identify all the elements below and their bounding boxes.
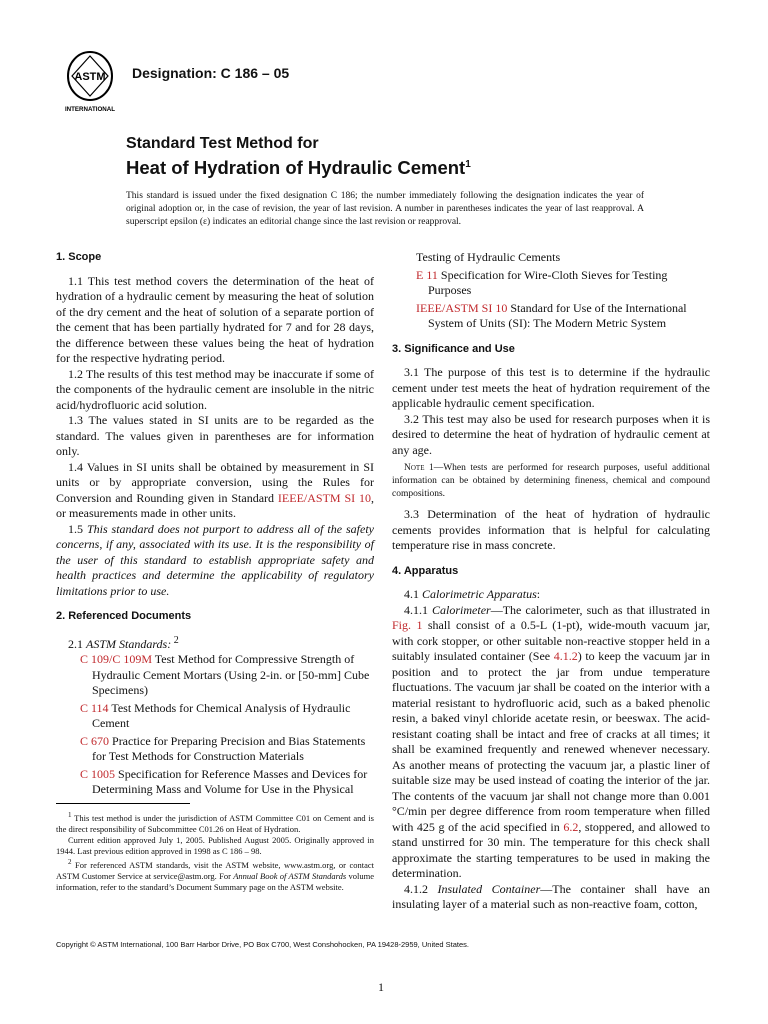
title-footnote-ref[interactable]: 1: [465, 159, 471, 170]
section-heading-apparatus: 4. Apparatus: [392, 564, 459, 577]
reference-item: E 11 Specification for Wire-Cloth Sieves for Testing Purposes: [416, 267, 668, 297]
logo-subtext: INTERNATIONAL: [64, 106, 116, 113]
left-column: [56, 250, 374, 800]
link-c1005[interactable]: C 1005: [80, 766, 116, 781]
paragraph-4-1-2: 4.1.2 Insulated Container—The container shall have an insulating layer of a material such as non-reactive foam, cotton,: [392, 881, 710, 911]
paragraph-2-1: 2.1 ASTM Standards: $^2$: [68, 634, 179, 651]
paragraph-1-3: 1.3 The values stated in SI units are to be regarded as the standard. The values given in parentheses are for information only.: [56, 413, 374, 458]
logo-text: ASTM: [74, 71, 106, 83]
section-heading-referenced-documents: 2. Referenced Documents: [56, 610, 192, 622]
footnote-ref-2[interactable]: 2: [171, 634, 179, 646]
reference-item: C 114 Test Methods for Chemical Analysis of Hydraulic Cement: [80, 700, 351, 730]
link-4-1-2[interactable]: 4.1.2: [553, 649, 578, 663]
paragraph-1-4: 1.4 Values in SI units shall be obtained by measurement in SI units or by appropriate conversion, using the Rules for Conversion and Rounding given in Standard IEEE/ASTM SI 10, or measurements made in other units.: [56, 459, 374, 520]
reference-item: C 109/C 109M Test Method for Compressive Strength of Hydraulic Cement Mortars (Using 2-in. or [50-mm] Cube Specimens): [80, 652, 370, 697]
section-heading-scope: 1. Scope: [56, 251, 102, 263]
section-heading-significance: 3. Significance and Use: [392, 342, 515, 355]
paragraph-3-1: 3.1 The purpose of this test is to determine if the hydraulic cement under test meets the heat of hydration requirement of the applicable hydraulic cement specification.: [392, 365, 710, 410]
paragraph-4-1: 4.1 Calorimetric Apparatus:: [404, 587, 541, 601]
reference-item: C 1005 Specification for Reference Masses and Devices for Determining Mass and Volume for Use in the Physical: [80, 766, 368, 796]
paragraph-4-1-1: 4.1.1 Calorimeter—The calorimeter, such as that illustrated in Fig. 1 shall consist of a 0.5-L (1-pt), wide-mouth vacuum jar, with cork stopper, or other suitable non-reactive stopper held in a suitably insulated container (See 4.1.2) to keep the vacuum jar in position and to protect the jar from undue temperature fluctuations. The vacuum jar shall be coated on the interior with a material resistant to hydrofluoric acid, such as a baked phenolic resin, a baked vinyl chloride acetate resin, or beeswax. The acid-resistant coating shall be intact and free of cracks at all times; it shall be examined frequently and renewed whenever necessary. As another means of protecting the vacuum jar, a plastic liner of suitable size may be used instead of coating the interior of the jar. The contents of the vacuum jar shall not change more than 0.001 °C/min per degree difference from room temperature when filled with 425 g of the acid specified in 6.2, stoppered, and allowed to stand unstirred for 30 min. The temperature for this check shall approximate the starting temperatures to be used in making the determination.: [392, 602, 710, 880]
link-c109[interactable]: C 109/C 109M: [80, 652, 153, 666]
designation-notice: This standard is issued under the fixed designation C 186; the number immediately following the designation indicates the year of original adoption or, in the case of revision, the year of last revision. A number in parentheses indicates the year of last reapproval. A superscript epsilon (ε) indicates an editorial change since the last revision or reapproval.: [126, 191, 644, 227]
designation: Designation: C 186 – 05: [132, 65, 290, 81]
right-column: [392, 250, 710, 913]
link-e11[interactable]: E 11: [416, 267, 438, 282]
reference-continuation: Testing of Hydraulic Cements: [416, 250, 561, 264]
document-title: [126, 134, 471, 179]
astm-logo: [58, 50, 122, 114]
footnote-divider: [56, 803, 190, 804]
reference-item: IEEE/ASTM SI 10 Standard for Use of the International System of Units (SI): The Modern Metric System: [416, 300, 687, 330]
copyright-line: Copyright © ASTM International, 100 Barr Harbor Drive, PO Box C700, West Conshohocken, PA 19428-2959, United States.: [56, 940, 469, 949]
paragraph-1-1: 1.1 This test method covers the determination of the heat of hydration of a hydraulic cement by measuring the heat of solution of the dry cement and the heat of solution of a separate portion of the cement that has been partially hydrated for 7 and for 28 days, the difference between these values being the heat of hydration for the respective hydrating period.: [56, 273, 374, 365]
title-line-2: Heat of Hydration of Hydraulic Cement$^1$: [126, 157, 471, 179]
reference-item: C 670 Practice for Preparing Precision and Bias Statements for Test Methods for Construction Materials: [80, 733, 366, 763]
link-c670[interactable]: C 670: [80, 733, 110, 748]
paragraph-3-3: 3.3 Determination of the heat of hydration of hydraulic cements provides information that is helpful for calculating temperature rise in mass concrete.: [392, 507, 710, 552]
footnotes: [56, 810, 374, 893]
paragraph-1-5: 1.5 This standard does not purport to address all of the safety concerns, if any, associated with its use. It is the responsibility of the user of this standard to establish appropriate safety and health practices and determine the applicability of regulatory limitations prior to use.: [56, 521, 375, 598]
link-ieee-astm-si-10[interactable]: IEEE/ASTM SI 10: [277, 490, 371, 505]
link-ieee-astm-si-10-ref[interactable]: IEEE/ASTM SI 10: [416, 300, 508, 315]
title-line-1: Standard Test Method for: [126, 135, 319, 152]
note-1: Note 1—When tests are performed for research purposes, useful additional information can be obtained by determining fineness, chemical and compound compositions.: [392, 463, 710, 499]
link-6-2[interactable]: 6.2: [563, 819, 579, 834]
footnote-2: $^2$ For referenced ASTM standards, visit the ASTM website, www.astm.org, or contact ASTM Customer Service at service@astm.org. For Annual Book of ASTM Standards volume information, refer to the standard’s Document Summary page on the ASTM website.: [56, 857, 374, 892]
page-number: 1: [378, 980, 384, 994]
footnote-1: $^1$ This test method is under the jurisdiction of ASTM Committee C01 on Cement and is the direct responsibility of Subcommittee C01.26 on Heat of Hydration.: [56, 811, 374, 834]
link-fig-1[interactable]: Fig. 1: [392, 618, 423, 632]
footnote-1-continued: Current edition approved July 1, 2005. Published August 2005. Originally approved in 1944. Last previous edition approved in 1998 as C 186 – 98.: [56, 834, 374, 856]
paragraph-3-2: 3.2 This test may also be used for research purposes when it is desired to determine the heat of hydration of hydraulic cement at any age.: [392, 411, 710, 457]
paragraph-1-2: 1.2 The results of this test method may be inaccurate if some of the components of the hydraulic cement are insoluble in the nitric acid/hydrofluoric acid solution.: [56, 366, 374, 412]
link-c114[interactable]: C 114: [80, 700, 109, 715]
